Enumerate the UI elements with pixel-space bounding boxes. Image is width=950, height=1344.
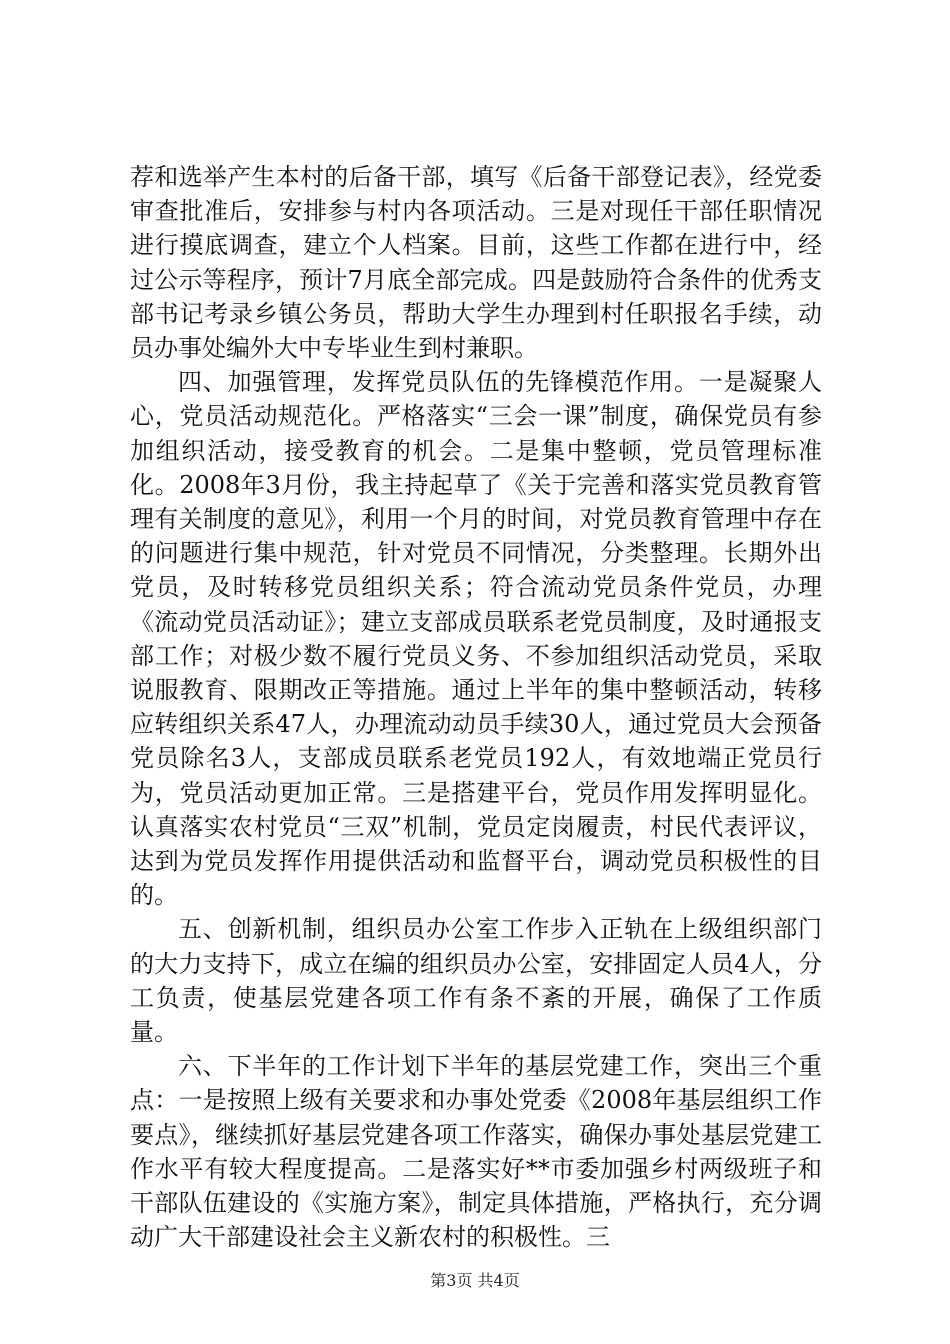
paragraph-section-5: 五、创新机制，组织员办公室工作步入正轨在上级组织部门的大力支持下，成立在编的组织员办公室，安排固定人员4人，分工负责，使基层党建各项工作有条不紊的开展，确保了工作质量。	[130, 915, 822, 1047]
body-text	[130, 160, 822, 1255]
paragraph-section-6: 六、下半年的工作计划下半年的基层党建工作，突出三个重点：一是按照上级有关要求和办事处党委《2008年基层组织工作要点》，继续抓好基层党建各项工作落实，确保办事处基层党建工作水平有较大程度提高。二是落实好**市委加强乡村两级班子和干部队伍建设的《实施方案》，制定具体措施，严格执行，充分调动广大干部建设社会主义新农村的积极性。三	[130, 1052, 822, 1252]
paragraph-continued: 荐和选举产生本村的后备干部，填写《后备干部登记表》，经党委审查批准后，安排参与村内各项活动。三是对现任干部任职情况进行摸底调查，建立个人档案。目前，这些工作都在进行中，经过公示等程序，预计7月底全部完成。四是鼓励符合条件的优秀支部书记考录乡镇公务员，帮助大学生办理到村任职报名手续，动员办事处编外大中专毕业生到村兼职。	[130, 163, 822, 363]
paragraph-section-4: 四、加强管理，发挥党员队伍的先锋模范作用。一是凝聚人心，党员活动规范化。严格落实“三会一课”制度，确保党员有参加组织活动，接受教育的机会。二是集中整顿，党员管理标准化。2008年3月份，我主持起草了《关于完善和落实党员教育管理有关制度的意见》，利用一个月的时间，对党员教育管理中存在的问题进行集中规范，针对党员不同情况，分类整理。长期外出党员，及时转移党员组织关系；符合流动党员条件党员，办理《流动党员活动证》；建立支部成员联系老党员制度，及时通报支部工作；对极少数不履行党员义务、不参加组织活动党员，采取说服教育、限期改正等措施。通过上半年的集中整顿活动，转移应转组织关系47人，办理流动动员手续30人，通过党员大会预备党员除名3人，支部成员联系老党员192人，有效地端正党员行为，党员活动更加正常。三是搭建平台，党员作用发挥明显化。认真落实农村党员“三双”机制，党员定岗履责，村民代表评议，达到为党员发挥作用提供活动和监督平台，调动党员积极性的目的。	[130, 368, 822, 910]
page-footer: 第3页 共4页	[430, 1271, 520, 1290]
